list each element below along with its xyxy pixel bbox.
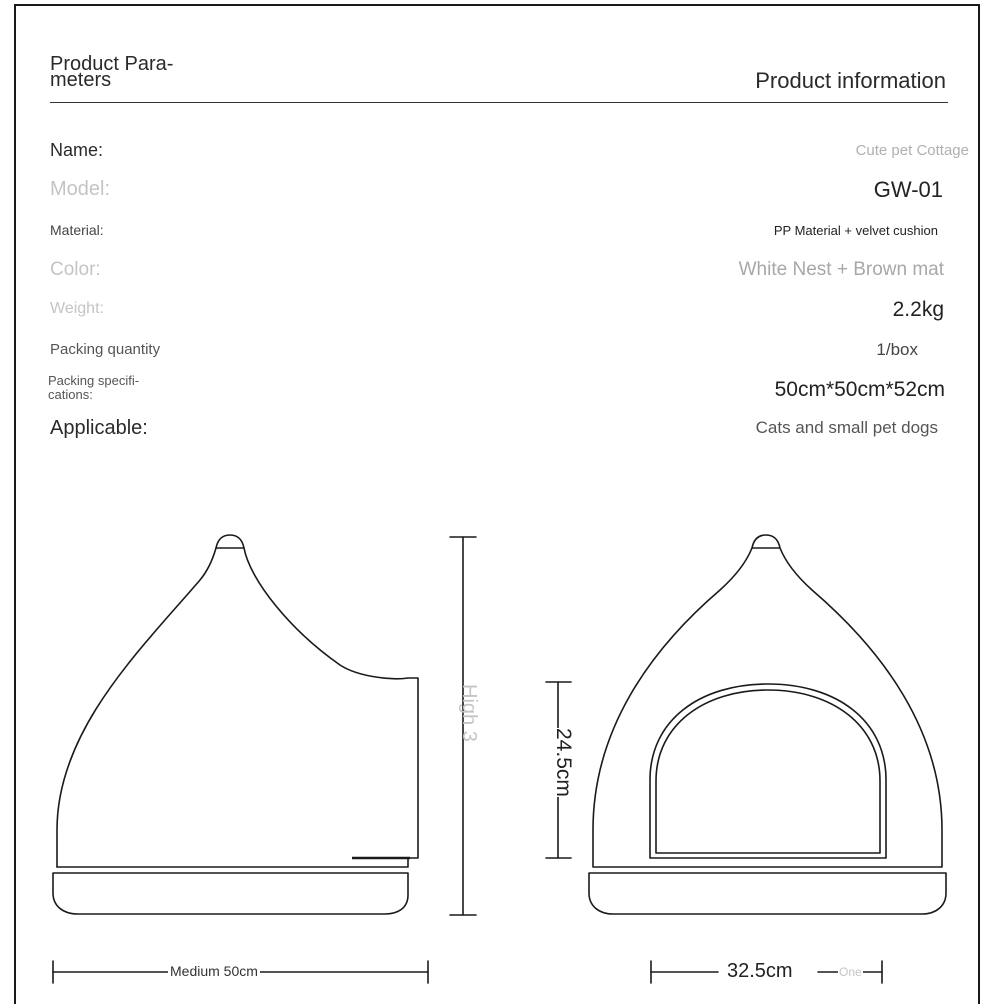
product-information-title: Product information <box>755 68 946 93</box>
param-value-packing-quantity: 1/box <box>876 340 918 359</box>
front-view-door-outer <box>650 684 886 858</box>
param-value-model: GW-01 <box>873 177 943 202</box>
param-value-name: Cute pet Cottage <box>855 142 969 159</box>
front-view-house-outline <box>593 548 942 867</box>
product-parameters-title-line2: meters <box>50 69 112 91</box>
front-width-dimension-tail-label: One <box>839 965 862 979</box>
param-label-packing-specifications-line2: cations: <box>48 387 93 402</box>
param-label-packing-specifications-line1: Packing specifi- <box>48 373 140 388</box>
side-height-dimension-label: High 3 <box>458 684 480 742</box>
param-value-weight: 2.2kg <box>892 298 944 321</box>
front-view-door-inner <box>656 690 880 853</box>
param-label-name: Name: <box>50 140 104 160</box>
param-value-material: PP Material + velvet cushion <box>773 223 938 238</box>
side-view-body-base-line <box>57 858 408 867</box>
front-width-dimension-label: 32.5cm <box>727 960 793 982</box>
param-label-material: Material: <box>50 222 104 238</box>
param-label-color: Color: <box>50 259 101 280</box>
param-label-model: Model: <box>50 178 111 200</box>
param-value-applicable: Cats and small pet dogs <box>755 418 938 437</box>
front-view-base-tray <box>589 873 946 914</box>
param-label-weight: Weight: <box>50 300 104 317</box>
product-parameters-title-line1: Product Para- <box>50 53 174 75</box>
param-value-packing-specifications: 50cm*50cm*52cm <box>774 378 945 401</box>
param-label-applicable: Applicable: <box>50 417 148 439</box>
side-width-dimension-label: Medium 50cm <box>170 963 258 979</box>
front-height-dimension-label: 24.5cm <box>552 728 575 797</box>
param-value-color: White Nest + Brown mat <box>738 259 944 280</box>
side-view-base-tray <box>53 873 408 914</box>
front-view-peak-cap <box>752 535 780 548</box>
side-view-peak-cap <box>216 535 244 548</box>
param-label-packing-quantity: Packing quantity <box>50 341 161 358</box>
side-view-house-outline <box>57 548 418 867</box>
